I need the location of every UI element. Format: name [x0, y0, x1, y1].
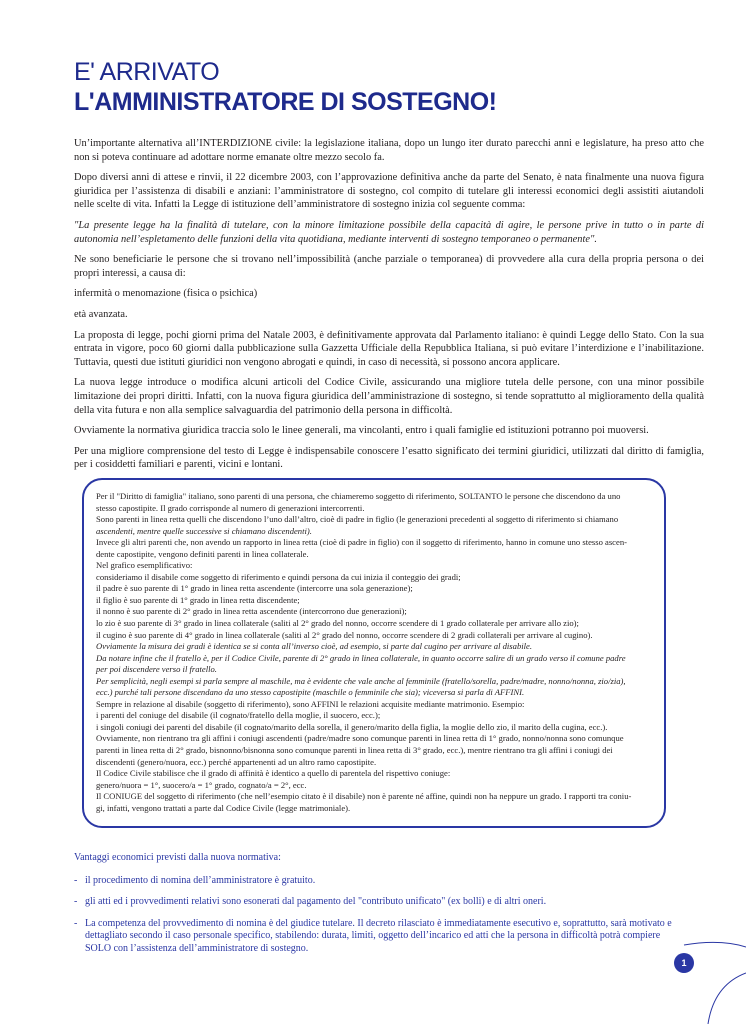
- box-line: il figlio è suo parente di 1° grado in linea retta discendente;: [96, 594, 300, 605]
- title-line-1: E' ARRIVATO: [74, 58, 220, 86]
- bullet-dash: -: [74, 917, 78, 929]
- page-number-badge: 1: [674, 953, 694, 973]
- box-line: lo zio è suo parente di 3° grado in linea collaterale (saliti al 2° grado del nonno, occorre scendere di 1 grado collaterale per arrivare allo zio);: [96, 618, 579, 629]
- box-line: Sempre in relazione al disabile (soggetto di riferimento), sono AFFINI le relazioni acquisite mediante matrimonio. Esempio:: [96, 698, 525, 709]
- box-line: il cugino è suo parente di 4° grado in linea collaterale (saliti al 2° grado del nonno, occorre scendere di 2 gradi collaterali per arrivare al cugino).: [96, 629, 593, 640]
- benefit-text: il procedimento di nomina dell’amministratore è gratuito.: [85, 874, 316, 886]
- box-line: genero/nuora = 1°, suocero/a = 1° grado, cognato/a = 2°, ecc.: [96, 779, 307, 790]
- box-line: dente capostipite, vengono definiti parenti in linea collaterale.: [96, 548, 309, 559]
- paragraph: Ne sono beneficiarie le persone che si trovano nell’impossibilità (anche parziale o temporanea) di provvedere alla cura della propria persona o dei propri interessi, a causa di:: [74, 254, 704, 279]
- paragraph: Dopo diversi anni di attese e rinvii, il 22 dicembre 2003, con l’approvazione definitiva anche da parte del Senato, è nata finalmente una nuova figura giuridica per l’assistenza di disabili e anziani: l’amministratore di sostegno, col compito di tutelare gli interessi economici degli assistiti aiutandoli nelle scelte di vita. Infatti la Legge di istituzione dell’amministratore di sostegno inizia col seguente comma:: [74, 172, 704, 211]
- box-line: gi, infatti, vengono trattati a parte dal Codice Civile (legge matrimoniale).: [96, 802, 351, 813]
- box-line: ecc.) purché tali persone discendano da uno stesso capostipite (maschile o femminile che sia); viceversa si parla di AFFINI.: [96, 687, 525, 698]
- box-line: Invece gli altri parenti che, non avendo un rapporto in linea retta (cioè di padre in figlio) con il soggetto di riferimento, hanno in comune uno stesso ascen-: [96, 537, 627, 548]
- benefit-text: gli atti ed i provvedimenti relativi sono esonerati dal pagamento del "contributo unificato" (ex bolli) e di altri oneri.: [85, 896, 547, 907]
- box-line: ascendenti, mentre quelle successive si chiamano discendenti).: [96, 525, 312, 536]
- paragraph: La proposta di legge, pochi giorni prima del Natale 2003, è definitivamente approvata dal Parlamento italiano: è quindi Legge dello Stato. Con la sua entrata in vigore, poco 60 giorni dalla pubblicazione sulla Gazzetta Ufficiale della Repubblica Italiana, si può evitare l’interdizione e l’inabilitazione. Tuttavia, questi due istituti giuridici non vengono abrogati e quindi, in caso di necessità, si possono ancora applicare.: [74, 329, 704, 368]
- benefit-item: [74, 896, 682, 909]
- box-line: stesso capostipite. Il grado corrisponde al numero di generazioni intercorrenti.: [96, 502, 365, 513]
- title-line-2: L'AMMINISTRATORE DI SOSTEGNO!: [74, 88, 497, 116]
- benefit-text: La competenza del provvedimento di nomina è del giudice tutelare. Il decreto rilasciato è immediatamente esecutivo e, soprattutto, sarà motivato e dettagliato secondo il caso personale specifico, stabilendo: durata, limiti, oggetto dell’incarico ed atti che la persona in difficoltà potrà compiere SOLO con l’assistenza dell’amministratore di sostegno.: [85, 917, 672, 954]
- paragraph: infermità o menomazione (fisica o psichica): [74, 288, 258, 300]
- quoted-law-paragraph: "La presente legge ha la finalità di tutelare, con la minore limitazione possibile della capacità di agire, le persone prive in tutto o in parte di autonomia nell’espletamento delle funzioni della vita quotidiana, mediante interventi di sostegno temporaneo o permanente".: [74, 219, 704, 245]
- box-line: Sono parenti in linea retta quelli che discendono l’uno dall’altro, cioè di padre in figlio (le generazioni precedenti al soggetto di riferimento si chiamano: [96, 514, 619, 525]
- box-line: Ovviamente la misura dei gradi è identica se si conta all’inverso cioè, ad esempio, si parte dal cugino per arrivare al disabile.: [96, 641, 532, 652]
- box-line: Nel grafico esemplificativo:: [96, 560, 193, 571]
- box-line: Per il "Diritto di famiglia" italiano, sono parenti di una persona, che chiameremo soggetto di riferimento, SOLTANTO le persone che discendono da uno: [96, 491, 621, 501]
- benefits-section: [74, 852, 682, 964]
- benefit-item: [74, 875, 682, 888]
- box-line: Il Codice Civile stabilisce che il grado di affinità è identico a quello di parentela del rispettivo coniuge:: [96, 768, 451, 779]
- box-line: consideriamo il disabile come soggetto di riferimento e quindi persona da cui inizia il conteggio dei gradi;: [96, 571, 461, 582]
- box-line: i parenti del coniuge del disabile (il cognato/fratello della moglie, il suocero, ecc.);: [96, 710, 381, 721]
- box-line: il nonno è suo parente di 2° grado in linea retta ascendente (intercorrono due generazioni);: [96, 606, 407, 617]
- page-corner-ring-decoration: [680, 935, 746, 1024]
- bullet-dash: -: [74, 896, 78, 907]
- body-text: [74, 137, 704, 479]
- box-line: il padre è suo parente di 1° grado in linea retta ascendente (intercorre una sola generazione);: [96, 583, 413, 594]
- box-line: Il CONIUGE del soggetto di riferimento (che nell’esempio citato è il disabile) non è parente né affine, quindi non ha neppure un grado. I rapporti tra coniu-: [96, 791, 632, 802]
- box-line: i singoli coniugi dei parenti del disabile (il cognato/marito della sorella, il genero/marito della figlia, la moglie dello zio, il marito della cugina, ecc.).: [96, 721, 608, 732]
- paragraph: Un’importante alternativa all’INTERDIZIONE civile: la legislazione italiana, dopo un lungo iter durato parecchi anni e legislature, ha preso atto che non si poteva continuare ad adottare norme emanate oltre mezzo secolo fa.: [74, 138, 704, 163]
- box-line: parenti in linea retta di 2° grado, bisnonno/bisnonna sono comunque parenti in linea retta di 3° grado, ecc.), mentre rientrano tra gli affini i coniugi dei: [96, 745, 613, 756]
- box-line: discendenti (genero/nuora, ecc.) perché appartenenti ad un altro ramo capostipite.: [96, 756, 377, 767]
- box-line: Ovviamente, non rientrano tra gli affini i coniugi ascendenti (padre/madre sono comunque parenti in linea retta di 1° grado, nonno/nonna sono comunque: [96, 733, 624, 744]
- paragraph: Ovviamente la normativa giuridica traccia solo le linee generali, ma vincolanti, entro i quali famiglie ed istituzioni potranno poi muoversi.: [74, 425, 649, 437]
- box-line: Per semplicità, negli esempi si parla sempre al maschile, ma è evidente che vale anche al femminile (fratello/sorella, padre/madre, nonno/nonna, zio/zia),: [96, 675, 626, 686]
- box-line: Da notare infine che il fratello è, per il Codice Civile, parente di 2° grado in linea collaterale, in quanto occorre salire di un grado verso il comune padre: [96, 652, 626, 663]
- paragraph: età avanzata.: [74, 308, 128, 320]
- benefit-item: [74, 918, 682, 956]
- box-line: per poi discendere verso il fratello.: [96, 664, 217, 675]
- kinship-info-box: [82, 478, 666, 828]
- bullet-dash: -: [74, 874, 78, 886]
- paragraph: Per una migliore comprensione del testo di Legge è indispensabile conoscere l’esatto significato dei termini giuridici, utilizzati dal diritto di famiglia, per i cosiddetti familiari e parenti, vicini e lontani.: [74, 445, 704, 471]
- paragraph: La nuova legge introduce o modifica alcuni articoli del Codice Civile, assicurando una migliore tutela delle persone, con una minor possibile limitazione dei propri diritti. Infatti, con la nuova figura giuridica dell’amministrazione di sostegno, si tende soprattutto al miglioramento della qualità della vita futura e non alla semplice salvaguardia del patrimonio della persona in difficoltà.: [74, 377, 704, 416]
- benefits-intro: Vantaggi economici previsti dalla nuova normativa:: [74, 852, 281, 863]
